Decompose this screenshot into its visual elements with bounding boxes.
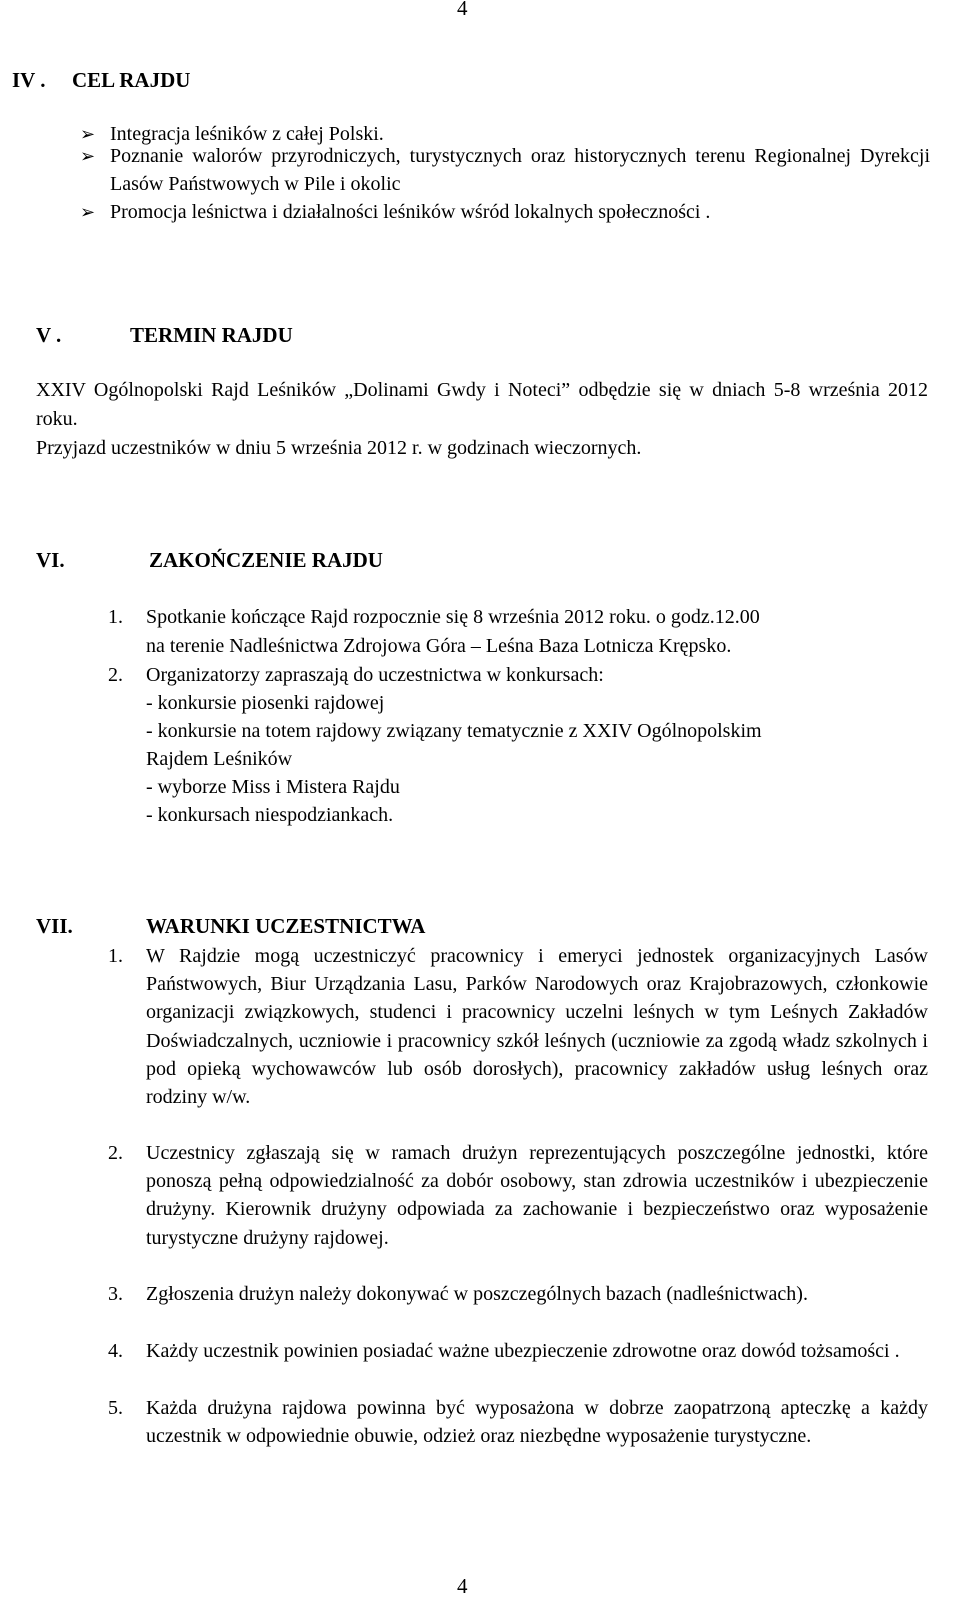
page-number-bottom: 4 [457, 1574, 468, 1598]
arrow-bullet-icon: ➢ [80, 202, 96, 222]
page-number-top: 4 [457, 0, 468, 20]
section-iv-bullets [80, 120, 930, 226]
section-iv-number: IV . [12, 68, 46, 92]
section-vii-item-4: 4. Każdy uczestnik powinien posiadać ważne ubezpieczenie zdrowotne oraz dowód tożsamości . [108, 1340, 900, 1362]
section-v-paragraph-2: Przyjazd uczestników w dniu 5 września 2012 r. w godzinach wieczornych. [36, 437, 642, 459]
section-vii-item-1: 1. W Rajdzie mogą uczestniczyć pracownicy i emeryci jednostek organizacyjnych Lasów Państwowych, Biur Urządzania Lasu, Parków Narodowych oraz Krajobrazowych, członkowie organizacji związkowych, studenci i pracownicy uczelni leśnych w tym Leśnych Zakładów Doświadczalnych, uczniowie i pracownicy szkół leśnych (uczniowie za zgodą władz szkolnych i pod opieką wychowawców lub osób dorosłych), pracownicy zakładów usług leśnych oraz rodziny w/w. [108, 945, 953, 1109]
list-item: ➢ Promocja leśnictwa i działalności leśników wśród lokalnych społeczności . [80, 198, 930, 226]
list-item: ➢ Poznanie walorów przyrodniczych, turystycznych oraz historycznych terenu Regionalnej Dyrekcji Lasów Państwowych w Pile i okolic [80, 142, 930, 198]
section-v-number: V . [36, 323, 62, 347]
section-vii-item-2: 2. Uczestnicy zgłaszają się w ramach drużyn reprezentujących poszczególne jednostki, które ponoszą pełną odpowiedzialność za dobór osobowy, stan zdrowia uczestników i ubezpieczenie drużyny. Kierownik drużyny odpowiada za zachowanie i bezpieczeństwo oraz wyposażenie turystyczne drużyny rajdowej. [108, 1142, 928, 1249]
arrow-bullet-icon: ➢ [80, 146, 96, 166]
section-v-title: TERMIN RAJDU [130, 323, 293, 347]
section-vi-item-2: 2. Organizatorzy zapraszają do uczestnictwa w konkursach: - konkursie piosenki rajdowej - konkursie na totem rajdowy związany tematycznie z XXIV Ogólnopolskim Rajdem Leśników - wyborze Miss i Mistera Rajdu - konkursach niespodziankach. [108, 664, 762, 826]
arrow-bullet-icon: ➢ [80, 124, 96, 144]
section-vi-number: VI. [36, 548, 65, 572]
section-vii-item-5: 5. Każda drużyna rajdowa powinna być wyposażona w dobrze zaopatrzoną apteczkę a każdy uczestnik w odpowiednie obuwie, odzież oraz niezbędne wyposażenie turystyczne. [108, 1397, 928, 1448]
section-vii-item-3: 3. Zgłoszenia drużyn należy dokonywać w poszczególnych bazach (nadleśnictwach). [108, 1283, 808, 1305]
section-vii-number: VII. [36, 914, 73, 938]
section-vi-item-1: 1. Spotkanie kończące Rajd rozpocznie się 8 września 2012 roku. o godz.12.00 na terenie Nadleśnictwa Zdrojowa Góra – Leśna Baza Lotnicza Krępsko. [108, 606, 760, 657]
section-vii-title: WARUNKI UCZESTNICTWA [146, 914, 426, 938]
section-iv-title: CEL RAJDU [72, 68, 191, 92]
section-vi-title: ZAKOŃCZENIE RAJDU [149, 548, 383, 572]
list-item: ➢ Integracja leśników z całej Polski. [80, 120, 930, 148]
section-v-paragraph-1: XXIV Ogólnopolski Rajd Leśników „Dolinami Gwdy i Noteci” odbędzie się w dniach 5-8 września 2012 roku. [36, 379, 928, 430]
